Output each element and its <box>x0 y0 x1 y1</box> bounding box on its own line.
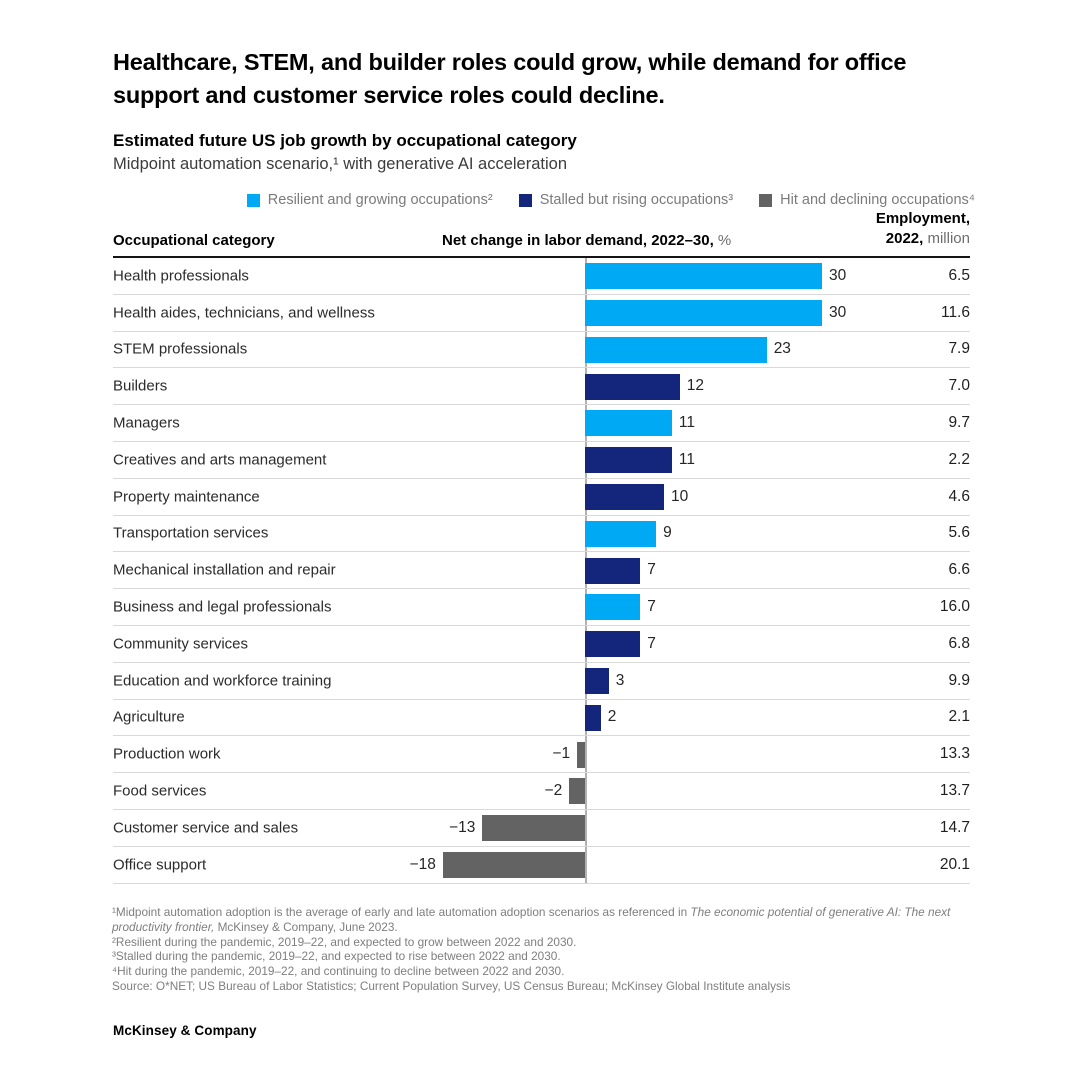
row-label: Customer service and sales <box>113 819 299 837</box>
table-row <box>113 516 970 553</box>
table-row <box>113 258 970 295</box>
employment-value: 7.9 <box>948 340 970 358</box>
table-row <box>113 552 970 589</box>
legend-item-resilient <box>247 192 493 208</box>
row-label: Food services <box>113 782 207 800</box>
employment-value: 9.9 <box>948 671 970 689</box>
footnote-2: ²Resilient during the pandemic, 2019–22, and expected to grow between 2022 and 2030. <box>112 934 577 949</box>
table-row <box>113 736 970 773</box>
employment-value: 6.8 <box>948 634 970 652</box>
bar-value: 7 <box>647 561 656 579</box>
employment-value: 4.6 <box>948 487 970 505</box>
employment-value: 7.0 <box>948 377 970 395</box>
legend-item-hit <box>759 192 975 208</box>
page-title: Healthcare, STEM, and builder roles could grow, while demand for office support and customer service roles could decline. <box>113 49 907 108</box>
employment-value: 2.1 <box>948 708 970 726</box>
employment-value: 13.7 <box>939 782 970 800</box>
legend-label: Hit and declining occupations⁴ <box>780 192 975 208</box>
employment-value: 13.3 <box>939 745 970 763</box>
legend-swatch-hit <box>759 194 772 207</box>
bar-value: 10 <box>671 487 689 505</box>
column-header-net-change <box>442 232 731 249</box>
employment-value: 6.5 <box>948 266 970 284</box>
table-row <box>113 479 970 516</box>
row-label: Community services <box>113 635 249 653</box>
bar-stalled <box>585 374 680 400</box>
row-label: Education and workforce training <box>113 672 332 690</box>
row-label: Health aides, technicians, and wellness <box>113 304 375 322</box>
bar-hit <box>577 742 585 768</box>
bar-value: 9 <box>663 524 672 542</box>
table-header-band <box>113 210 970 258</box>
footnote-1-text: ¹Midpoint automation adoption is the average of early and late automation adoption scenarios as referenced in <box>112 905 691 919</box>
mckinsey-wordmark: McKinsey & Company <box>113 1023 257 1038</box>
bar-stalled <box>585 631 640 657</box>
bar-resilient <box>585 594 640 620</box>
footnote-1-tail: McKinsey & Company, June 2023. <box>214 919 398 934</box>
employment-value: 20.1 <box>939 855 970 873</box>
bar-stalled <box>585 447 672 473</box>
table-row <box>113 773 970 810</box>
bar-value: −13 <box>449 818 476 836</box>
bar-value: 23 <box>773 340 791 358</box>
row-label: Transportation services <box>113 524 269 542</box>
table-row <box>113 368 970 405</box>
source-line: Source: O*NET; US Bureau of Labor Statistics; Current Population Survey, US Census Bureau; McKinsey Global Institute analysis <box>112 978 791 993</box>
column-header-employment-unit: million <box>923 230 970 247</box>
legend-label: Resilient and growing occupations² <box>267 192 493 208</box>
legend-item-stalled <box>519 192 733 208</box>
employment-value: 11.6 <box>940 303 970 321</box>
bar-chart-table <box>113 258 970 884</box>
row-label: STEM professionals <box>113 340 248 358</box>
bar-resilient <box>585 521 656 547</box>
table-row <box>113 295 970 332</box>
bar-stalled <box>585 558 640 584</box>
row-label: Agriculture <box>113 708 185 726</box>
footnote-1-italic-title: The economic potential of generative AI: The next productivity frontier, <box>112 905 951 934</box>
bar-value: 7 <box>647 634 656 652</box>
employment-value: 9.7 <box>948 414 970 432</box>
column-header-employment <box>876 209 970 249</box>
bar-stalled <box>585 705 601 731</box>
legend-label: Stalled but rising occupations³ <box>539 192 734 208</box>
row-label: Production work <box>113 745 221 763</box>
bar-value: 11 <box>678 450 695 468</box>
column-header-net-change-main: Net change in labor demand, 2022–30, <box>442 232 714 249</box>
row-label: Business and legal professionals <box>113 598 332 616</box>
bar-value: −1 <box>552 745 571 763</box>
employment-value: 16.0 <box>939 598 970 616</box>
footnote-3: ³Stalled during the pandemic, 2019–22, and expected to rise between 2022 and 2030. <box>112 949 561 964</box>
bar-value: 7 <box>647 598 656 616</box>
column-header-category: Occupational category <box>113 232 275 249</box>
table-row <box>113 442 970 479</box>
column-header-employment-line1: Employment, <box>875 210 970 227</box>
legend <box>113 192 975 208</box>
bar-hit <box>482 815 585 841</box>
table-row <box>113 332 970 369</box>
bar-value: 12 <box>686 377 705 395</box>
row-label: Managers <box>113 414 180 432</box>
table-row <box>113 663 970 700</box>
bar-value: −18 <box>409 855 436 873</box>
bar-hit <box>443 852 585 878</box>
bar-value: 11 <box>678 414 695 432</box>
table-row <box>113 626 970 663</box>
table-row <box>113 700 970 737</box>
bar-resilient <box>585 410 672 436</box>
bar-hit <box>569 778 585 804</box>
row-label: Property maintenance <box>113 488 260 506</box>
employment-value: 5.6 <box>948 524 970 542</box>
table-row <box>113 810 970 847</box>
row-label: Health professionals <box>113 267 249 285</box>
bar-value: 30 <box>829 303 847 321</box>
bar-resilient <box>585 300 822 326</box>
exhibit-title: Estimated future US job growth by occupational category <box>113 131 577 150</box>
column-header-net-change-unit: % <box>713 232 732 249</box>
table-row <box>113 847 970 884</box>
footnotes <box>112 905 978 994</box>
bar-resilient <box>585 263 822 289</box>
footnote-4: ⁴Hit during the pandemic, 2019–22, and continuing to decline between 2022 and 2030. <box>112 964 565 979</box>
table-row <box>113 405 970 442</box>
bar-resilient <box>585 337 767 363</box>
legend-swatch-resilient <box>247 194 260 207</box>
legend-swatch-stalled <box>519 194 532 207</box>
employment-value: 6.6 <box>948 561 970 579</box>
employment-value: 2.2 <box>948 450 970 468</box>
bar-value: 3 <box>615 671 625 689</box>
row-label: Creatives and arts management <box>113 451 327 469</box>
row-label: Builders <box>113 377 168 395</box>
bar-value: −2 <box>544 782 563 800</box>
column-header-employment-year: 2022, <box>885 230 924 247</box>
row-label: Office support <box>113 856 207 874</box>
bar-stalled <box>585 668 609 694</box>
exhibit-subtitle: Midpoint automation scenario,¹ with generative AI acceleration <box>113 155 567 173</box>
row-label: Mechanical installation and repair <box>113 561 336 579</box>
bar-value: 2 <box>607 708 617 726</box>
table-row <box>113 589 970 626</box>
employment-value: 14.7 <box>939 818 970 836</box>
bar-value: 30 <box>829 266 847 284</box>
bar-stalled <box>585 484 664 510</box>
footnote-1 <box>112 905 978 935</box>
